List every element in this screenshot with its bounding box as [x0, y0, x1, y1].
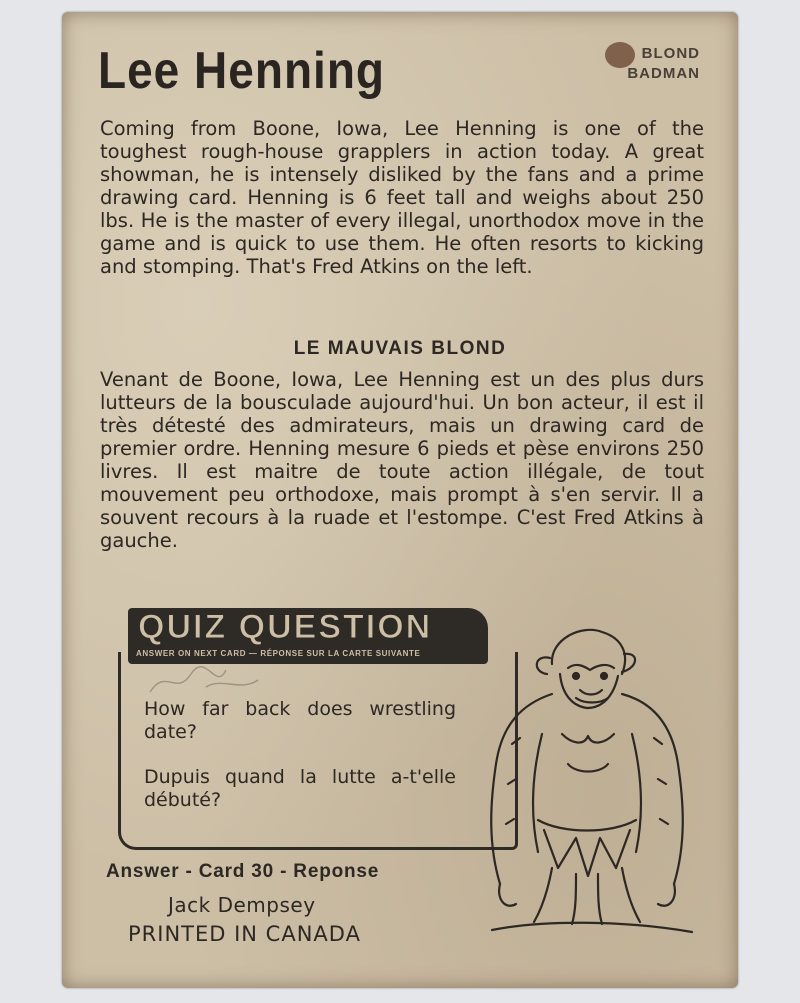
- corner-caption-line1: BLOND: [641, 45, 700, 62]
- quiz-subtitle: ANSWER ON NEXT CARD — RÉPONSE SUR LA CARTE SUIVANTE: [136, 649, 421, 658]
- corner-caption: [627, 44, 700, 84]
- quiz-question-french: Dupuis quand la lutte a-t'elle débuté?: [144, 766, 456, 811]
- french-heading: LE MAUVAIS BLOND: [293, 338, 507, 359]
- trading-card-back: [62, 12, 738, 988]
- gorilla-cartoon-icon: [472, 624, 698, 942]
- answer-name: Jack Dempsey: [168, 893, 316, 917]
- quiz-title: QUIZ QUESTION: [138, 608, 433, 646]
- wrestler-name: Lee Henning: [98, 41, 386, 100]
- answer-reference: Answer - Card 30 - Reponse: [106, 861, 380, 882]
- printed-in-canada: PRINTED IN CANADA: [128, 922, 361, 946]
- pencil-scribble-icon: [146, 662, 266, 702]
- french-biography: Venant de Boone, Iowa, Lee Henning est un des plus durs lutteurs de la bousculade aujourd'hui. Un bon acteur, il est il très détesté des admirateurs, mais un drawing card de premier ordre. Henning mesure 6 pieds et pèse environs 250 livres. Il est maitre de toute action illégale, de tout mouvement peu orthodoxe, mais prompt à s'en servir. Il a souvent recours à la ruade et l'estompe. C'est Fred Atkins à gauche.: [100, 368, 704, 552]
- corner-caption-line2: BADMAN: [627, 65, 700, 82]
- quiz-question-english: How far back does wrestling date?: [144, 698, 456, 743]
- english-biography: Coming from Boone, Iowa, Lee Henning is one of the toughest rough-house grapplers in action today. A great showman, he is intensely disliked by the fans and a prime drawing card. Henning is 6 feet tall and weighs about 250 lbs. He is the master of every illegal, unorthodox move in the game and is quick to use them. He often resorts to kicking and stomping. That's Fred Atkins on the left.: [100, 117, 704, 278]
